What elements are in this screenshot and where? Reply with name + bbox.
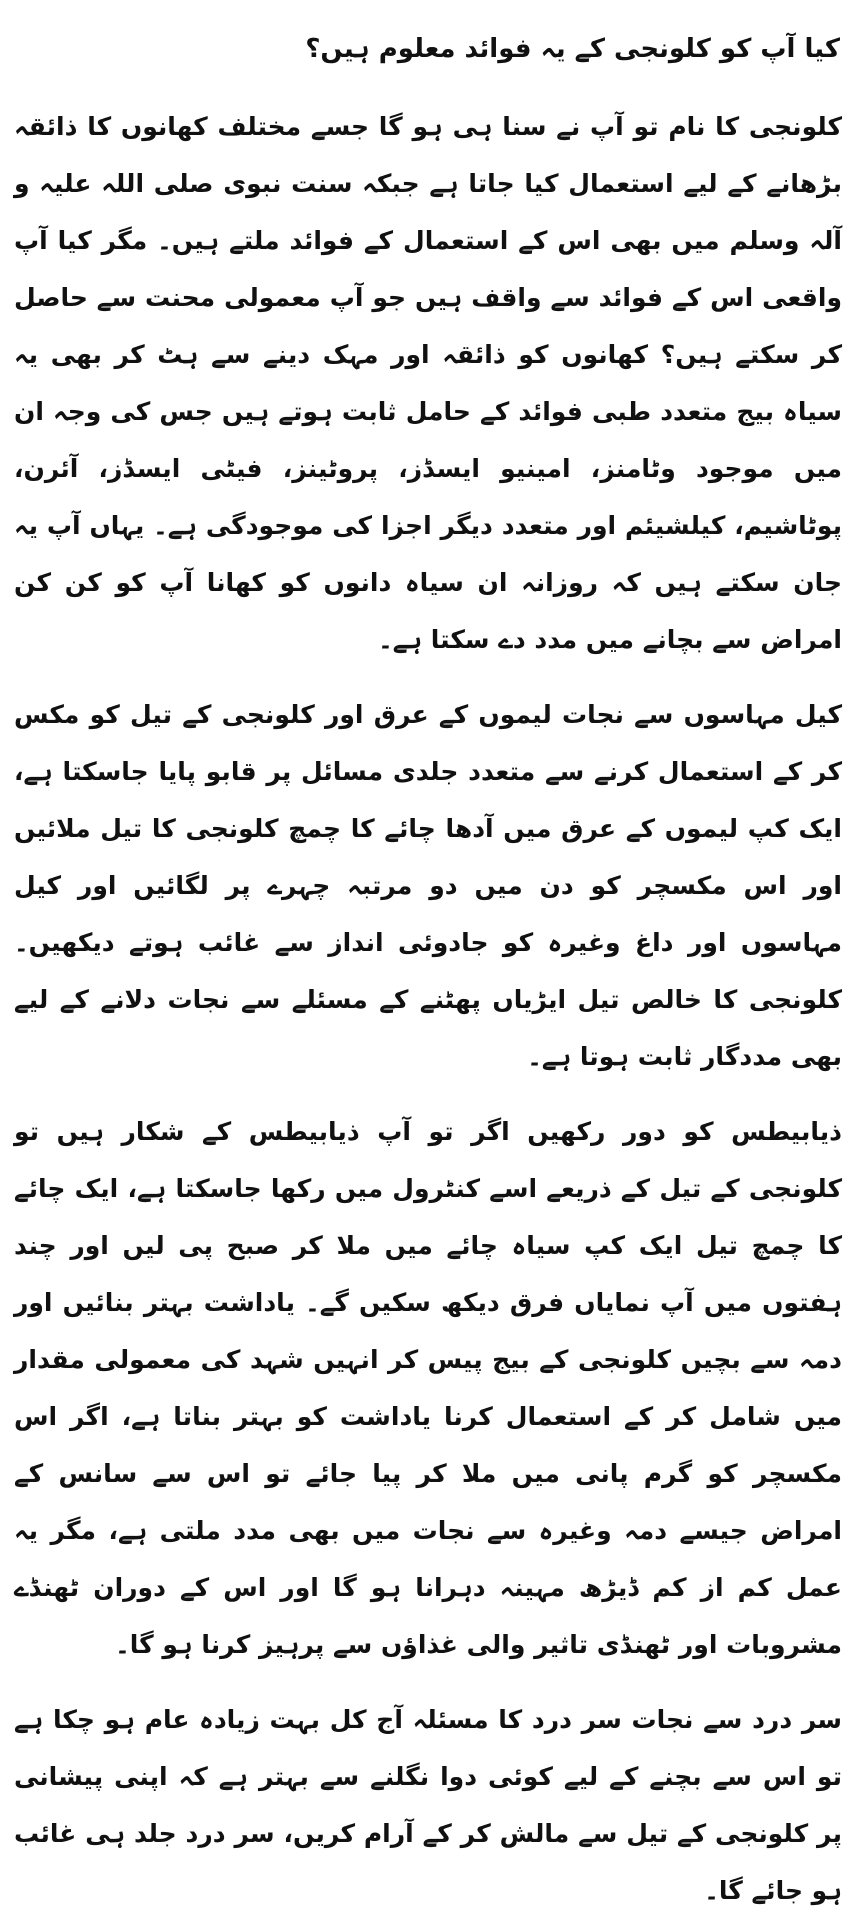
spacer xyxy=(14,668,844,686)
paragraph-diabetes-memory: ذیابیطس کو دور رکھیں اگر تو آپ ذیابیطس کے شکار ہیں تو کلونجی کے تیل کے ذریعے اسے کنٹرول میں رکھا جاسکتا ہے، ایک چائے کا چمچ تیل ایک کپ سیاہ چائے میں ملا کر صبح پی لیں اور چند ہفتوں میں آپ نمایاں فرق دیکھ سکیں گے۔ یاداشت بہتر بنائیں اور دمہ سے بچیں کلونجی کے بیج پیس کر انہیں شہد کی معمولی مقدار میں شامل کر کے استعمال کرنا یاداشت کو بہتر بناتا ہے، اگر اس مکسچر کو گرم پانی میں ملا کر پیا جائے تو اس سے سانس کے امراض جیسے دمہ وغیرہ سے نجات میں بھی مدد ملتی ہے، مگر یہ عمل کم از کم ڈیڑھ مہینہ دہرانا ہو گا اور اس کے دوران ٹھنڈے مشروبات اور ٹھنڈی تاثیر والی غذاؤں سے پرہیز کرنا ہو گا۔ xyxy=(14,1117,842,1659)
spacer xyxy=(14,1085,844,1103)
paragraph-acne: کیل مہاسوں سے نجات لیموں کے عرق اور کلونجی کے تیل کو مکس کر کے استعمال کرنے سے متعدد جلدی مسائل پر قابو پایا جاسکتا ہے، ایک کپ لیموں کے عرق میں آدھا چائے کا چمچ کلونجی کا تیل ملائیں اور اس مکسچر کو دن میں دو مرتبہ چہرے پر لگائیں اور کیل مہاسوں اور داغ وغیرہ کو جادوئی انداز سے غائب ہوتے دیکھیں۔ کلونجی کا خالص تیل ایڑیاں پھٹنے کے مسئلے سے نجات دلانے کے لیے بھی مددگار ثابت ہوتا ہے۔ xyxy=(14,700,842,1071)
article-title: کیا آپ کو کلونجی کے یہ فوائد معلوم ہیں؟ xyxy=(305,34,840,64)
paragraph-headache: سر درد سے نجات سر درد کا مسئلہ آج کل بہت زیادہ عام ہو چکا ہے تو اس سے بچنے کے لیے کوئی دوا نگلنے سے بہتر ہے کہ اپنی پیشانی پر کلونجی کے تیل سے مالش کر کے آرام کریں، سر درد جلد ہی غائب ہو جائے گا۔ xyxy=(14,1705,842,1905)
paragraph-intro: کلونجی کا نام تو آپ نے سنا ہی ہو گا جسے مختلف کھانوں کا ذائقہ بڑھانے کے لیے استعمال کیا جاتا ہے جبکہ سنت نبوی صلی اللہ علیہ و آلہ وسلم میں بھی اس کے استعمال کے فوائد ملتے ہیں۔ مگر کیا آپ واقعی اس کے فوائد سے واقف ہیں جو آپ معمولی محنت سے حاصل کر سکتے ہیں؟ کھانوں کو ذائقہ اور مہک دینے سے ہٹ کر بھی یہ سیاہ بیج متعدد طبی فوائد کے حامل ثابت ہوتے ہیں جس کی وجہ ان میں موجود وٹامنز، امینیو ایسڈز، پروٹینز، فیٹی ایسڈز، آئرن، پوٹاشیم، کیلشیئم اور متعدد دیگر اجزا کی موجودگی ہے۔ یہاں آپ یہ جان سکتے ہیں کہ روزانہ ان سیاہ دانوں کو کھانا آپ کو کن کن امراض سے بچانے میں مدد دے سکتا ہے۔ xyxy=(14,112,842,654)
spacer xyxy=(14,84,844,98)
spacer xyxy=(14,1673,844,1691)
article xyxy=(14,14,844,1905)
